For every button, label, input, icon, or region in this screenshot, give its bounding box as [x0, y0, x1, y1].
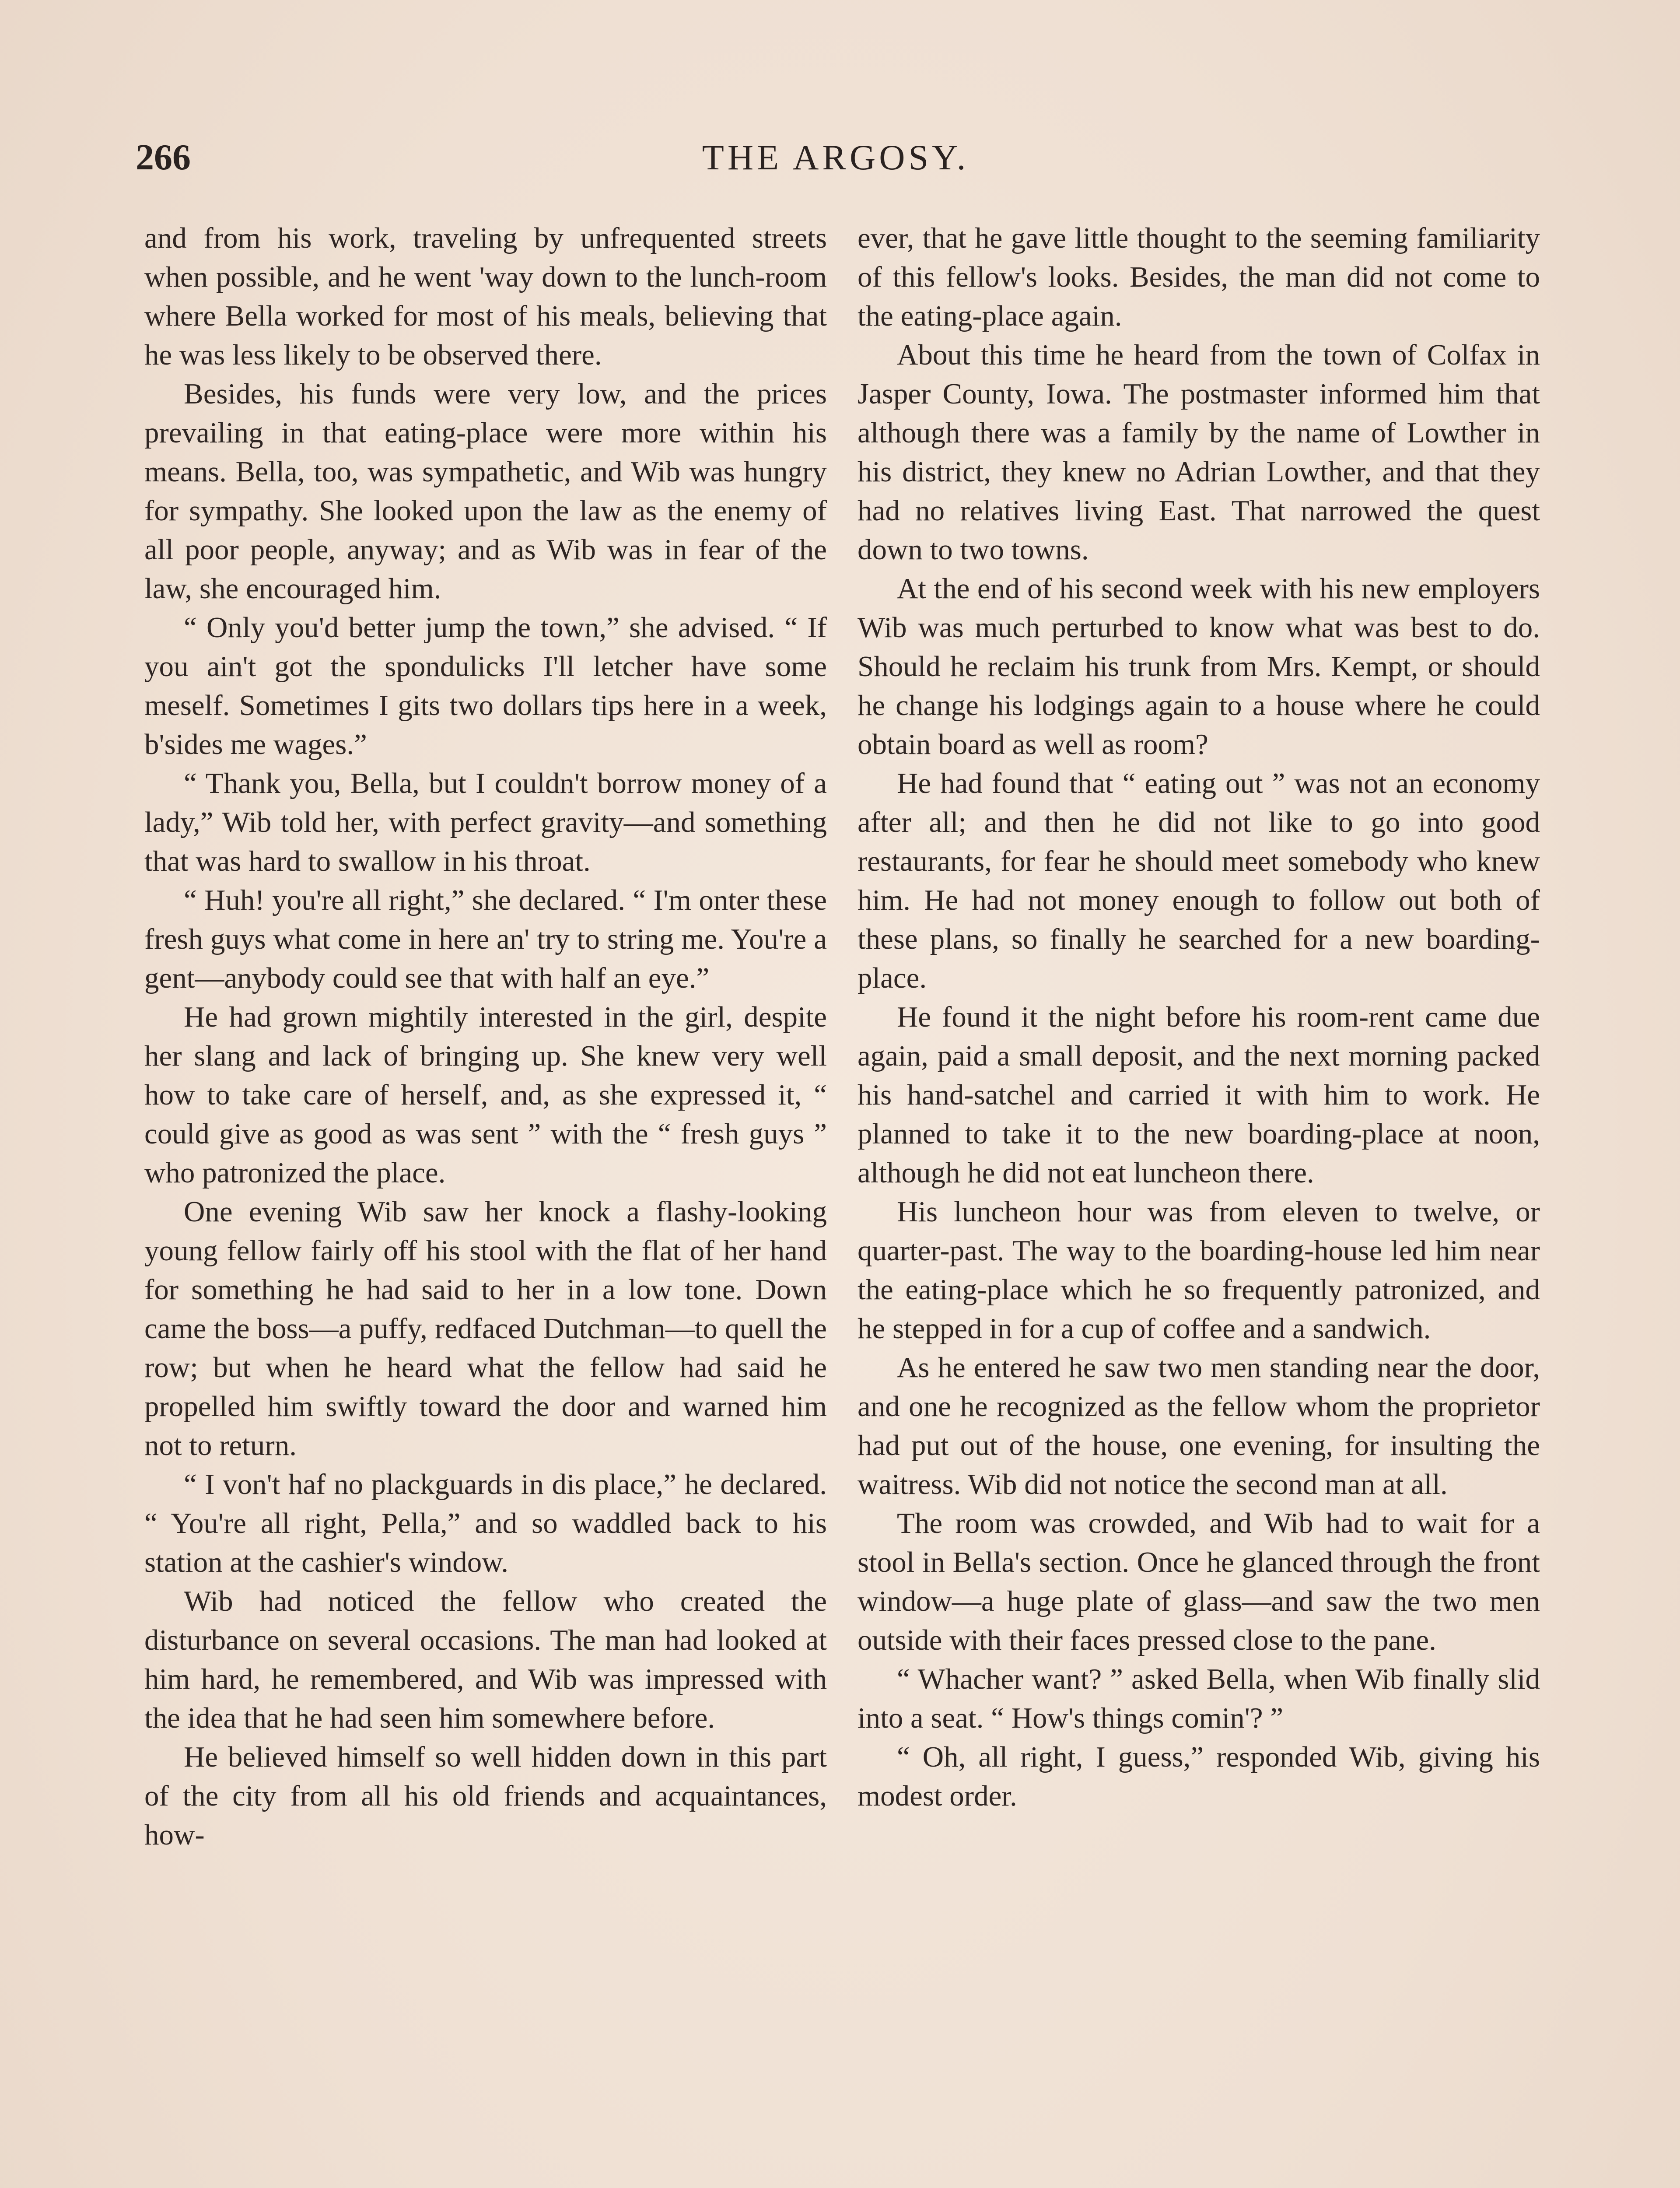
left-column — [144, 219, 827, 1855]
paragraph: About this time he heard from the town of Colfax in Jasper County, Iowa. The postmaster informed him that although there was a family by the name of Lowther in his district, they knew no Adrian Lowther, and that they had no relatives living East. That narrowed the quest down to two towns. — [858, 339, 1540, 566]
paragraph: The room was crowded, and Wib had to wait for a stool in Bella's section. Once he glanced through the front window—a huge plate of glass—and saw the two men outside with their faces pressed close to the pane. — [858, 1507, 1540, 1656]
paragraph: ever, that he gave little thought to the seeming familiarity of this fellow's looks. Besides, the man did not come to the eating-place again. — [858, 222, 1540, 332]
paragraph: One evening Wib saw her knock a flashy-looking young fellow fairly off his stool with the flat of her hand for something he had said to her in a low tone. Down came the boss—a puffy, redfaced Dutchman—to quell the row; but when he heard what the fellow had said he propelled him swiftly toward the door and warned him not to return. — [144, 1196, 827, 1462]
page-header — [136, 131, 1536, 184]
paragraph: “ I von't haf no plackguards in dis place,” he declared. “ You're all right, Pella,” and so waddled back to his station at the cashier's window. — [144, 1468, 827, 1578]
paragraph: He believed himself so well hidden down in this part of the city from all his old friends and acquaintances, how- — [144, 1741, 827, 1851]
paragraph: Wib had noticed the fellow who created the disturbance on several occasions. The man had looked at him hard, he remembered, and Wib was impressed with the idea that he had seen him somewhere before. — [144, 1585, 827, 1734]
paragraph: He had grown mightily interested in the girl, despite her slang and lack of bringing up. She knew very well how to take care of herself, and, as she expressed it, “ could give as good as was sent ” with the “ fresh guys ” who patronized the place. — [144, 1001, 827, 1189]
paragraph: At the end of his second week with his new employers Wib was much perturbed to know what was best to do. Should he reclaim his trunk from Mrs. Kempt, or should he change his lodgings again to a house where he could obtain board as well as room? — [858, 572, 1540, 761]
page-number: 266 — [136, 137, 191, 178]
paragraph: Besides, his funds were very low, and the prices prevailing in that eating-place were more within his means. Bella, too, was sympathetic, and Wib was hungry for sympathy. She looked upon the law as the enemy of all poor people, anyway; and as Wib was in fear of the law, she encouraged him. — [144, 378, 827, 605]
paragraph: He found it the night before his room-rent came due again, paid a small deposit, and the next morning packed his hand-satchel and carried it with him to work. He planned to take it to the new boarding-place at noon, although he did not eat luncheon there. — [858, 1001, 1540, 1189]
paragraph: “ Thank you, Bella, but I couldn't borrow money of a lady,” Wib told her, with perfect gravity—and something that was hard to swallow in his throat. — [144, 767, 827, 877]
paragraph: “ Huh! you're all right,” she declared. “ I'm onter these fresh guys what come in here an' try to string me. You're a gent—anybody could see that with half an eye.” — [144, 884, 827, 994]
paragraph: “ Oh, all right, I guess,” responded Wib, giving his modest order. — [858, 1741, 1540, 1812]
paragraph: and from his work, traveling by unfrequented streets when possible, and he went 'way down to the lunch-room where Bella worked for most of his meals, believing that he was less likely to be observed there. — [144, 222, 827, 371]
running-title: THE ARGOSY. — [702, 137, 970, 177]
paragraph: He had found that “ eating out ” was not an economy after all; and then he did not like to go into good restaurants, for fear he should meet somebody who knew him. He had not money enough to follow out both of these plans, so finally he searched for a new boarding-place. — [858, 767, 1540, 994]
paragraph: His luncheon hour was from eleven to twelve, or quarter-past. The way to the boarding-house led him near the eating-place which he so frequently patronized, and he stepped in for a cup of coffee and a sandwich. — [858, 1196, 1540, 1345]
paragraph: As he entered he saw two men standing near the door, and one he recognized as the fellow whom the proprietor had put out of the house, one evening, for insulting the waitress. Wib did not notice the second man at all. — [858, 1351, 1540, 1501]
right-column — [858, 219, 1540, 1816]
paragraph: “ Whacher want? ” asked Bella, when Wib finally slid into a seat. “ How's things comin'? ” — [858, 1663, 1540, 1734]
paragraph: “ Only you'd better jump the town,” she advised. “ If you ain't got the spondulicks I'll letcher have some meself. Sometimes I gits two dollars tips here in a week, b'sides me wages.” — [144, 611, 827, 761]
